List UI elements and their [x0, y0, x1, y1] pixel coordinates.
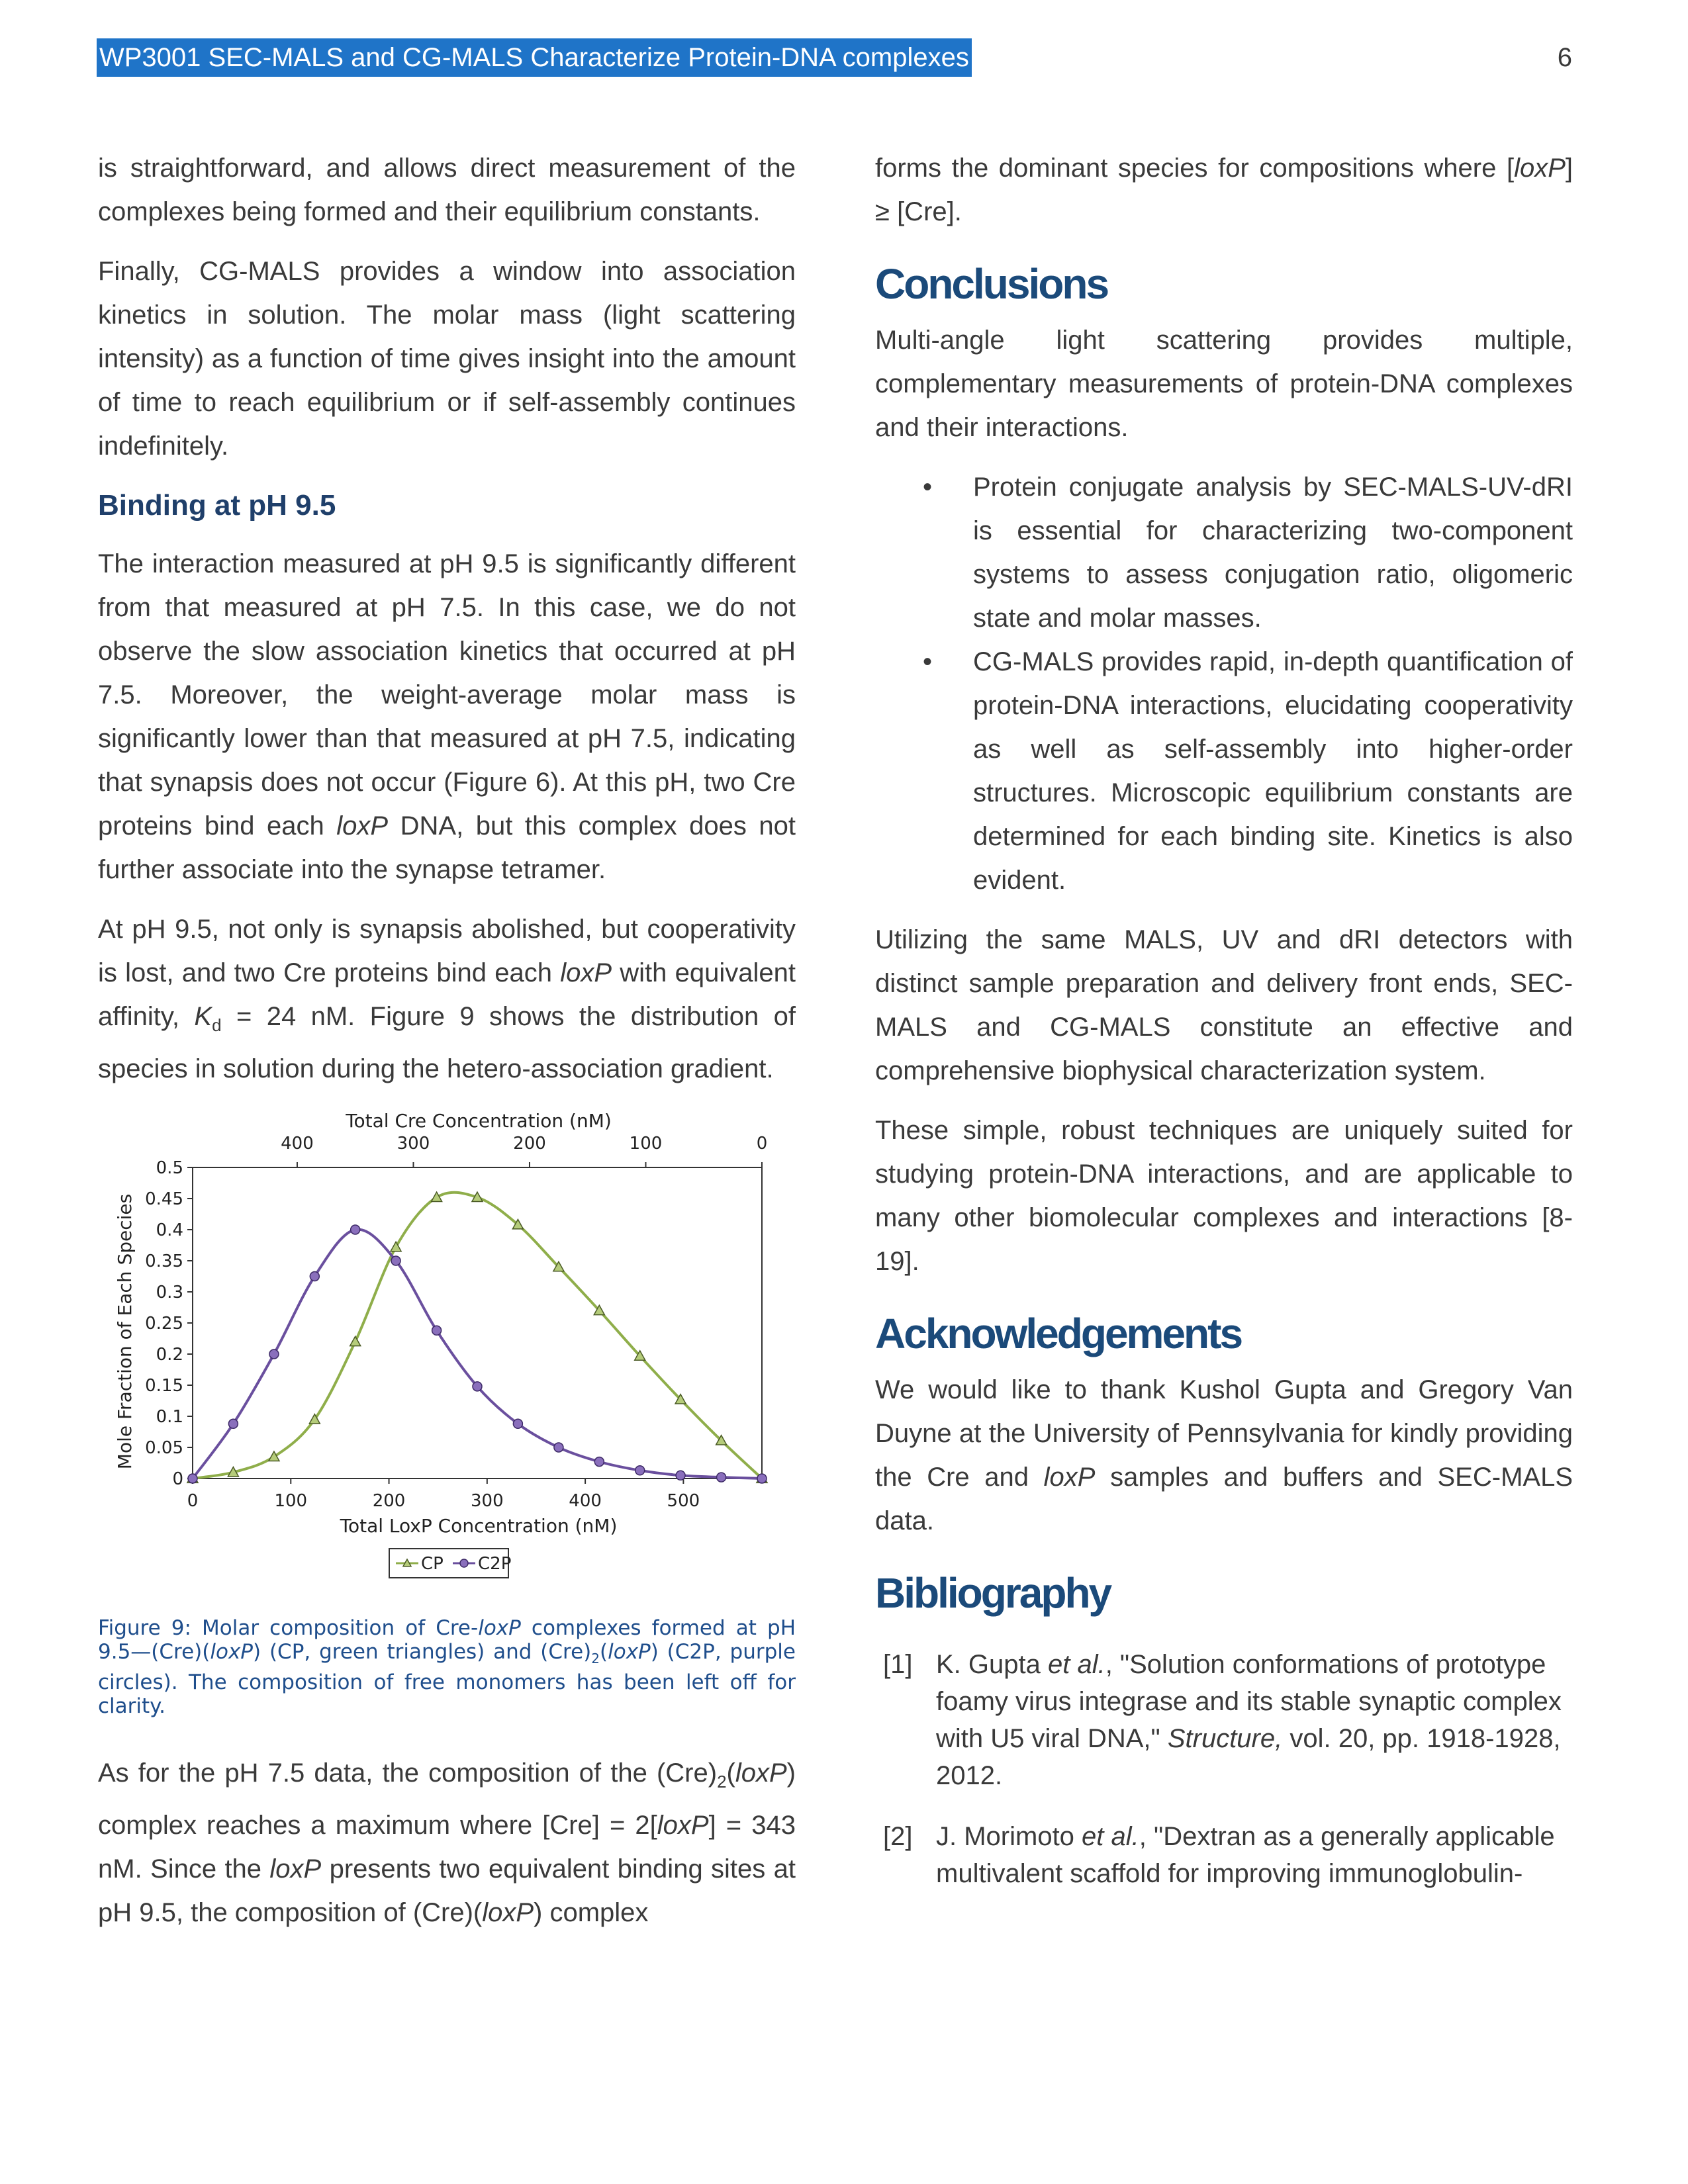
- x-tick-label: 500: [667, 1491, 700, 1511]
- right-paragraph-3: Utilizing the same MALS, UV and dRI detectors with distinct sample preparation and delivery front ends, SEC-MALS and CG-MALS constitute an effective and comprehensive biophysical characterization system.: [875, 925, 1573, 1085]
- section-heading-binding-ph95: Binding at pH 9.5: [98, 489, 336, 522]
- bibliography-entry: [2] J. Morimoto et al., "Dextran as a generally applicable multivalent scaffold for improving immunoglobulin-: [883, 1822, 1555, 1888]
- data-point-c2p: [676, 1471, 685, 1480]
- right-paragraph-1: forms the dominant species for compositions where [loxP] ≥ [Cre].: [875, 154, 1573, 226]
- data-point-c2p: [594, 1457, 604, 1467]
- data-point-c2p: [310, 1272, 319, 1281]
- x-top-axis-label: Total Cre Concentration (nM): [346, 1110, 612, 1132]
- left-paragraph-5: As for the pH 7.5 data, the composition of the $(Cre)_2(loxP)$ complex reaches a maximum where [Cre] = 2[loxP] = 343 nM. Since the loxP presents two equivalent binding sites at pH 9.5, the composition of (Cre)(loxP) complex: [98, 1758, 796, 1928]
- y-tick-label: 0.3: [156, 1283, 183, 1302]
- chart-svg: [98, 1107, 796, 1603]
- x-tick-label: 100: [274, 1491, 308, 1511]
- y-tick-label: 0.4: [156, 1220, 183, 1240]
- legend-label-c2p: C2P: [478, 1554, 512, 1574]
- figure-9-caption: Figure 9: Molar composition of Cre-loxP complexes formed at pH 9.5—(Cre)(loxP) (CP, green triangles) and $(Cre)_2(loxP)$ (C2P, purple circles). The composition of free monomers has been left off for clarity.: [98, 1616, 796, 1719]
- data-point-c2p: [717, 1473, 726, 1482]
- data-point-c2p: [473, 1382, 482, 1391]
- data-point-c2p: [513, 1419, 522, 1428]
- legend-label-cp: CP: [421, 1554, 444, 1574]
- section-heading-conclusions: Conclusions: [875, 260, 1108, 308]
- data-point-cp: [350, 1336, 361, 1345]
- y-tick-label: 0.15: [145, 1376, 183, 1396]
- x-tick-label: 0: [187, 1491, 199, 1511]
- bullet-dot: •: [923, 647, 933, 676]
- y-tick-label: 0.05: [145, 1438, 183, 1458]
- x-tick-label: 300: [471, 1491, 504, 1511]
- y-tick-label: 0.5: [156, 1158, 183, 1178]
- right-column: [875, 146, 1573, 1916]
- left-paragraph-2: Finally, CG-MALS provides a window into association kinetics in solution. The molar mass (light scattering intensity) as a function of time gives insight into the amount of time to reach equilibrium or if self-assembly continues indefinitely.: [98, 257, 796, 461]
- x-tick-label: 400: [569, 1491, 602, 1511]
- data-point-c2p: [554, 1443, 563, 1452]
- x-axis-label: Total LoxP Concentration (nM): [340, 1515, 618, 1537]
- x-top-tick-label: 100: [629, 1134, 663, 1154]
- right-paragraph-5: We would like to thank Kushol Gupta and Gregory Van Duyne at the University of Pennsylvania for kindly providing the Cre and loxP samples and buffers and SEC-MALS data.: [875, 1375, 1573, 1535]
- y-tick-label: 0.25: [145, 1314, 183, 1334]
- data-point-c2p: [757, 1474, 767, 1483]
- left-paragraph-1: is straightforward, and allows direct measurement of the complexes being formed and their equilibrium constants.: [98, 154, 796, 226]
- bibliography-list: [875, 1646, 1573, 1892]
- conclusions-bullet-list: [875, 465, 1573, 902]
- data-point-c2p: [228, 1419, 238, 1428]
- left-column: [98, 146, 796, 1950]
- data-point-c2p: [351, 1225, 360, 1234]
- right-paragraph-4: These simple, robust techniques are uniquely suited for studying protein-DNA interactions, and are applicable to many other biomolecular complexes and interactions [8-19].: [875, 1116, 1573, 1276]
- figure-9-chart: [98, 1107, 796, 1603]
- x-top-tick-label: 400: [281, 1134, 314, 1154]
- y-tick-label: 0.45: [145, 1189, 183, 1209]
- legend-marker-c2p: [460, 1559, 468, 1567]
- x-tick-label: 200: [372, 1491, 406, 1511]
- x-top-tick-label: 200: [513, 1134, 546, 1154]
- running-header-title: WP3001 SEC-MALS and CG-MALS Characterize Protein-DNA complexes: [97, 38, 972, 77]
- left-paragraph-3: The interaction measured at pH 9.5 is significantly different from that measured at pH 7.5. In this case, we do not observe the slow association kinetics that occurred at pH 7.5. Moreover, the weight-average molar mass is significantly lower than that measured at pH 7.5, indicating that synapsis does not occur (Figure 6). At this pH, two Cre proteins bind each loxP DNA, but this complex does not further associate into the synapse tetramer.: [98, 549, 796, 884]
- data-point-c2p: [635, 1466, 645, 1475]
- y-tick-label: 0.1: [156, 1407, 183, 1427]
- bullet-item: • CG-MALS provides rapid, in-depth quantification of protein-DNA interactions, elucidating cooperativity as well as self-assembly into higher-order structures. Microscopic equilibrium constants are determined for each binding site. Kinetics is also evident.: [875, 640, 1573, 902]
- page-number: 6: [1557, 43, 1572, 72]
- data-point-c2p: [391, 1256, 400, 1265]
- section-heading-acknowledgements: Acknowledgements: [875, 1310, 1242, 1357]
- data-point-c2p: [269, 1349, 279, 1359]
- y-tick-label: 0: [172, 1469, 183, 1489]
- series-line-cp: [193, 1193, 762, 1479]
- data-point-c2p: [432, 1326, 442, 1335]
- y-tick-label: 0.35: [145, 1251, 183, 1271]
- section-heading-bibliography: Bibliography: [875, 1569, 1111, 1617]
- bullet-dot: •: [923, 473, 933, 502]
- left-paragraph-4: At pH 9.5, not only is synapsis abolished, but cooperativity is lost, and two Cre proteins bind each loxP with equivalent affinity, $K_d = 24$ nM. Figure 9 shows the distribution of species in solution during the hetero-association gradient.: [98, 915, 796, 1083]
- bullet-item: • Protein conjugate analysis by SEC-MALS-UV-dRI is essential for characterizing two-component systems to assess conjugation ratio, oligomeric state and molar masses.: [875, 465, 1573, 640]
- right-paragraph-2: Multi-angle light scattering provides multiple, complementary measurements of protein-DNA complexes and their interactions.: [875, 326, 1573, 442]
- bibliography-entry: [1] K. Gupta et al., "Solution conformations of prototype foamy virus integrase and its stable synaptic complex with U5 viral DNA," Structure, vol. 20, pp. 1918-1928, 2012.: [883, 1650, 1562, 1790]
- y-tick-label: 0.2: [156, 1345, 183, 1365]
- y-axis-label: Mole Fraction of Each Species: [114, 1193, 136, 1470]
- x-top-tick-label: 0: [756, 1134, 768, 1154]
- x-top-tick-label: 300: [397, 1134, 430, 1154]
- data-point-c2p: [188, 1474, 197, 1483]
